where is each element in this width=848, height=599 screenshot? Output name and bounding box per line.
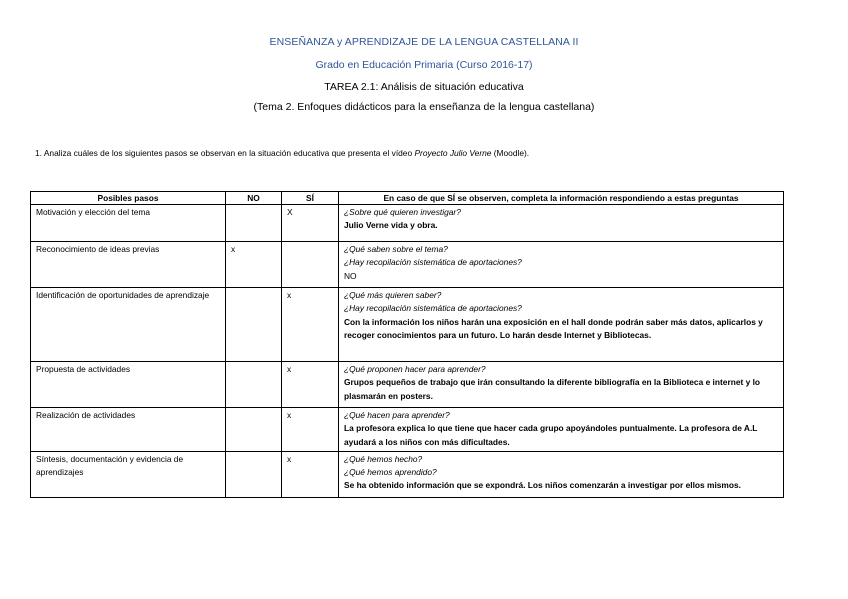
header-steps: Posibles pasos bbox=[31, 192, 226, 205]
table-row bbox=[31, 451, 784, 497]
guide-question: ¿Sobre qué quieren investigar? bbox=[344, 207, 461, 217]
si-cell[interactable] bbox=[282, 242, 339, 288]
no-cell[interactable] bbox=[226, 288, 282, 362]
guide-question: ¿Hay recopilación sistemática de aportaciones? bbox=[344, 303, 522, 314]
si-cell[interactable]: X bbox=[282, 205, 339, 242]
question-suffix: (Moodle). bbox=[491, 148, 530, 158]
guide-question: ¿Qué hemos hecho? bbox=[344, 453, 423, 464]
si-cell[interactable]: x bbox=[282, 362, 339, 408]
guide-question: ¿Qué hemos aprendido? bbox=[344, 467, 437, 478]
table-row bbox=[31, 205, 784, 242]
table-header-row bbox=[31, 192, 784, 205]
topic-subtitle: (Tema 2. Enfoques didácticos para la enseñanza de la lengua castellana) bbox=[253, 101, 595, 113]
answer-text: Julio Verne vida y obra. bbox=[344, 220, 438, 231]
no-cell[interactable]: x bbox=[226, 242, 282, 288]
answer-text: La profesora explica lo que tiene que hacer cada grupo apoyándoles puntualmente. La profesora de A.L ayudará a los niños con más dificultades. bbox=[344, 423, 758, 447]
header-info: En caso de que SÍ se observen, completa la información respondiendo a estas preguntas bbox=[339, 192, 784, 205]
answer-text: NO bbox=[344, 270, 357, 281]
degree-subtitle: Grado en Educación Primaria (Curso 2016-17) bbox=[315, 59, 533, 71]
task-title: TAREA 2.1: Análisis de situación educativa bbox=[324, 81, 524, 93]
no-cell[interactable] bbox=[226, 451, 282, 497]
info-cell[interactable] bbox=[339, 362, 784, 408]
guide-question: ¿Qué más quieren saber? bbox=[344, 290, 442, 300]
no-cell[interactable] bbox=[226, 408, 282, 452]
info-cell[interactable] bbox=[339, 205, 784, 242]
si-cell[interactable]: x bbox=[282, 288, 339, 362]
info-cell[interactable] bbox=[339, 242, 784, 288]
table-row bbox=[31, 408, 784, 452]
video-title: Proyecto Julio Verne bbox=[414, 148, 492, 158]
si-cell[interactable]: x bbox=[282, 408, 339, 452]
info-cell[interactable] bbox=[339, 408, 784, 452]
table-row bbox=[31, 242, 784, 288]
header-si: SÍ bbox=[282, 192, 339, 205]
header-no: NO bbox=[226, 192, 282, 205]
step-cell[interactable]: Propuesta de actividades bbox=[31, 362, 226, 408]
answer-text: Grupos pequeños de trabajo que irán consultando la diferente bibliografía en la Biblioteca e internet y lo plasmarán en posters. bbox=[344, 377, 761, 401]
no-cell[interactable] bbox=[226, 362, 282, 408]
question-text bbox=[35, 148, 529, 158]
question-prefix: 1. Analiza cuáles de los siguientes pasos se observan en la situación educativa que presenta el vídeo bbox=[35, 148, 415, 158]
si-cell[interactable]: x bbox=[282, 451, 339, 497]
step-cell[interactable]: Identificación de oportunidades de aprendizaje bbox=[31, 288, 226, 362]
step-cell[interactable]: Reconocimiento de ideas previas bbox=[31, 242, 226, 288]
step-cell[interactable]: Motivación y elección del tema bbox=[31, 205, 226, 242]
info-cell[interactable] bbox=[339, 451, 784, 497]
course-title: ENSEÑANZA y APRENDIZAJE DE LA LENGUA CASTELLANA II bbox=[269, 36, 579, 48]
table-row bbox=[31, 362, 784, 408]
step-cell[interactable]: Realización de actividades bbox=[31, 408, 226, 452]
guide-question: ¿Qué saben sobre el tema? bbox=[344, 244, 448, 254]
answer-text: Se ha obtenido información que se expondrá. Los niños comenzarán a investigar por ellos mismos. bbox=[344, 480, 741, 491]
guide-question: ¿Hay recopilación sistemática de aportaciones? bbox=[344, 257, 522, 268]
step-cell[interactable]: Síntesis, documentación y evidencia de aprendizajes bbox=[31, 451, 226, 497]
guide-question: ¿Qué hacen para aprender? bbox=[344, 410, 450, 420]
steps-table bbox=[30, 191, 784, 498]
info-cell[interactable] bbox=[339, 288, 784, 362]
no-cell[interactable] bbox=[226, 205, 282, 242]
guide-question: ¿Qué proponen hacer para aprender? bbox=[344, 364, 486, 374]
table-row bbox=[31, 288, 784, 362]
answer-text: Con la información los niños harán una exposición en el hall donde podrán saber más datos, aplicarlos y recoger conocimientos para un futuro. Lo harán desde Internet y Bibliotecas. bbox=[344, 316, 763, 340]
